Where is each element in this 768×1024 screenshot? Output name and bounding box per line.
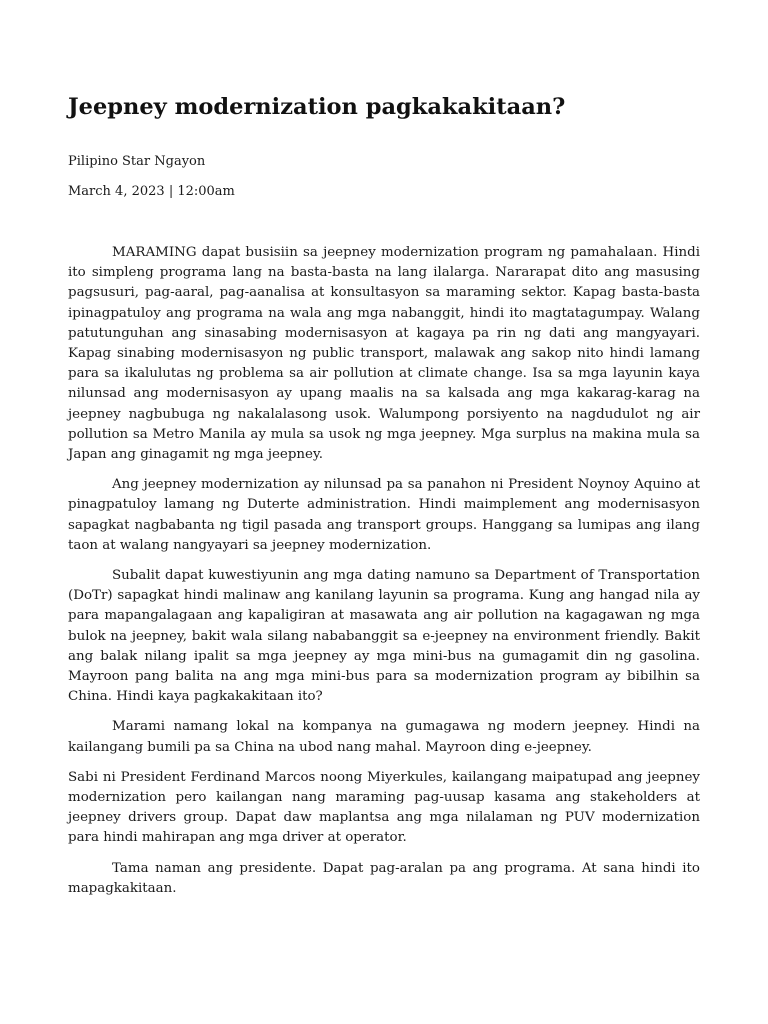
article-paragraph: Sabi ni President Ferdinand Marcos noong Miyerkules, kailangang maipatupad ang jeepney modernization pero kailangan nang maraming pag-uusap kasama ang stakeholders at jeepney drivers group. Dapat daw maplantsa ang mga nilalaman ng PUV modernization para hindi mahirapan ang mga driver at operator. — [68, 769, 700, 846]
article-paragraph: MARAMING dapat busisiin sa jeepney modernization program ng pamahalaan. Hindi ito simpleng programa lang na basta-basta na lang ilalarga. Nararapat dito ang masusing pagsusuri, pag-aaral, pag-aanalisa at konsultasyon sa maraming sektor. Kapag basta-basta ipinagpatuloy ang programa na wala ang mga nabanggit, hindi ito magtatagumpay. Walang patutunguhan ang sinasabing modernisasyon at kagaya pa rin ng dati ang mangyayari. Kapag sinabing modernisasyon ng public transport, malawak ang sakop nito hindi lamang para sa ikalulutas ng problema sa air pollution at climate change. Isa sa mga layunin kaya nilunsad ang modernisasyon ay upang maalis na sa kalsada ang mga kakarag-karag na jeepney nagbubuga ng nakalalasong usok. Walumpong porsiyento na nagdudulot ng air pollution sa Metro Manila ay mula sa usok ng mga jeepney. Mga surplus na makina mula sa Japan ang ginagamit ng mga jeepney. — [68, 245, 700, 463]
article-body — [68, 243, 700, 909]
article-paragraph: Marami namang lokal na kompanya na gumagawa ng modern jeepney. Hindi na kailangang bumili pa sa China na ubod nang mahal. Mayroon ding e-jeepney. — [68, 719, 700, 755]
article-title: Jeepney modernization pagkakakitaan? — [68, 94, 566, 120]
article-source: Pilipino Star Ngayon — [68, 154, 206, 169]
article-paragraph: Ang jeepney modernization ay nilunsad pa sa panahon ni President Noynoy Aquino at pinagpatuloy lamang ng Duterte administration. Hindi maimplement ang modernisasyon sapagkat nagbabanta ng tigil pasada ang transport groups. Hanggang sa lumipas ang ilang taon at walang nangyayari sa jeepney modernization. — [68, 477, 700, 553]
article-paragraph: Tama naman ang presidente. Dapat pag-aralan pa ang programa. At sana hindi ito mapagkakitaan. — [68, 860, 700, 896]
article-paragraph: Subalit dapat kuwestiyunin ang mga dating namuno sa Department of Transportation (DoTr) sapagkat hindi malinaw ang kanilang layunin sa programa. Kung ang hangad nila ay para mapangalagaan ang kapaligiran at masawata ang air pollution na kagagawan ng mga bulok na jeepney, bakit wala silang nababanggit sa e-jeepney na environment friendly. Bakit ang balak nilang ipalit sa mga jeepney ay mga mini-bus na gumagamit din ng gasolina. Mayroon pang balita na ang mga mini-bus para sa modernization program ay bibilhin sa China. Hindi kaya pagkakakitaan ito? — [68, 568, 700, 705]
article-date: March 4, 2023 | 12:00am — [68, 184, 235, 199]
